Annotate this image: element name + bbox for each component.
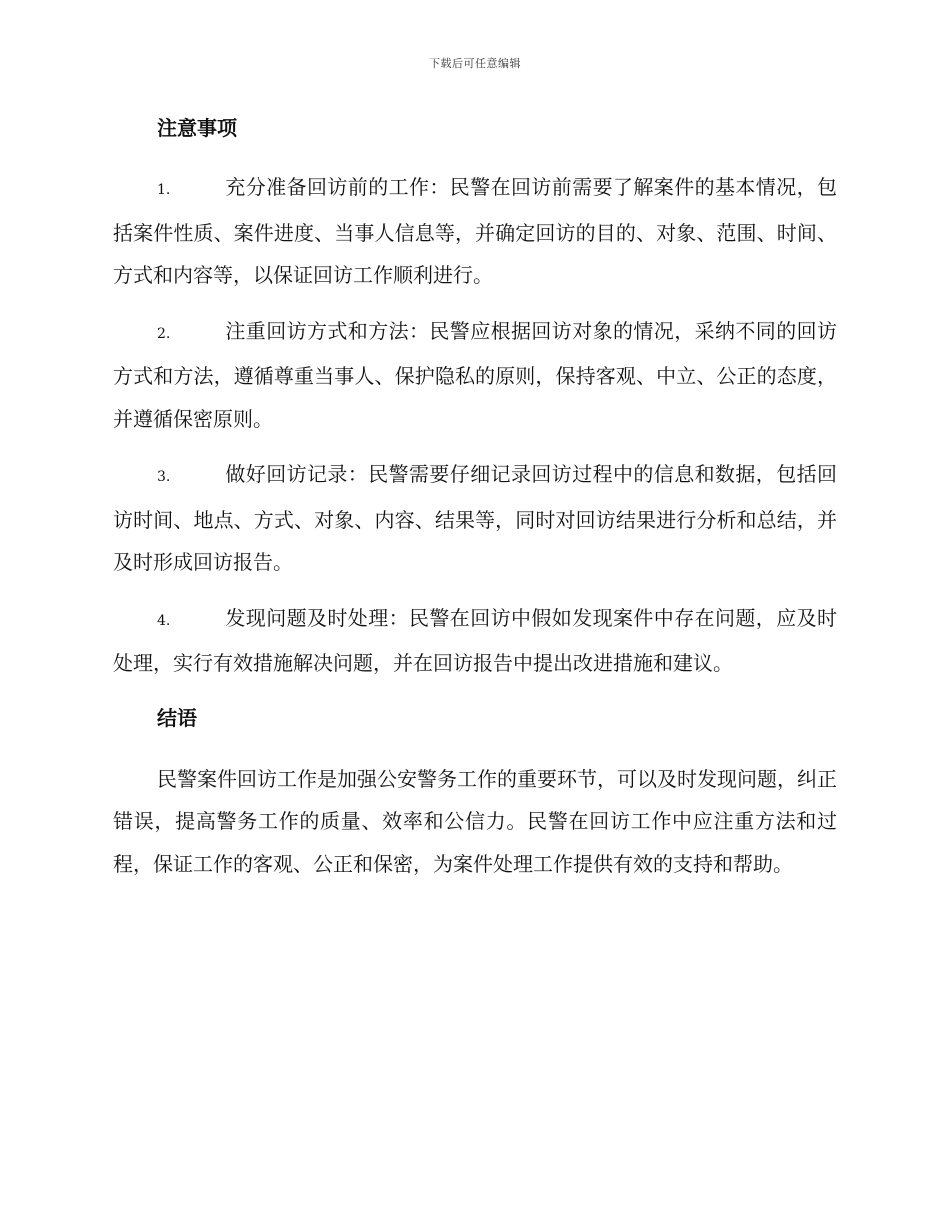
list-item-number: 1. (157, 182, 171, 198)
conclusion-paragraph: 民警案件回访工作是加强公安警务工作的重要环节，可以及时发现问题，纠正错误，提高警务工作的质量、效率和公信力。民警在回访工作中应注重方法和过程，保证工作的客观、公正和保密，为案件处理工作提供有效的支持和帮助。 (113, 766, 837, 876)
list-item-text: 充分准备回访前的工作：民警在回访前需要了解案件的基本情况，包括案件性质、案件进度、当事人信息等，并确定回访的目的、对象、范围、时间、方式和内容等，以保证回访工作顺利进行。 (113, 175, 837, 287)
document-body (113, 108, 837, 885)
list-item-text: 做好回访记录：民警需要仔细记录回访过程中的信息和数据，包括回访时间、地点、方式、对象、内容、结果等，同时对回访结果进行分析和总结，并及时形成回访报告。 (113, 462, 837, 574)
list-item-number: 2. (157, 325, 171, 342)
list-item (113, 310, 837, 441)
list-item (113, 453, 837, 584)
section-heading-notes: 注意事项 (157, 116, 237, 140)
list-item-text: 注重回访方式和方法：民警应根据回访对象的情况，采纳不同的回访方式和方法，遵循尊重当事人、保护隐私的原则，保持客观、中立、公正的态度，并遵循保密原则。 (113, 318, 837, 431)
list-item (113, 597, 837, 685)
section-heading-conclusion: 结语 (157, 705, 197, 730)
list-item (113, 166, 837, 297)
list-item-number: 3. (157, 469, 171, 485)
header-note: 下载后可任意编辑 (429, 57, 521, 70)
list-item-text: 发现问题及时处理：民警在回访中假如发现案件中存在问题，应及时处理，实行有效措施解决问题，并在回访报告中提出改进措施和建议。 (113, 605, 837, 675)
list-item-number: 4. (157, 612, 171, 629)
